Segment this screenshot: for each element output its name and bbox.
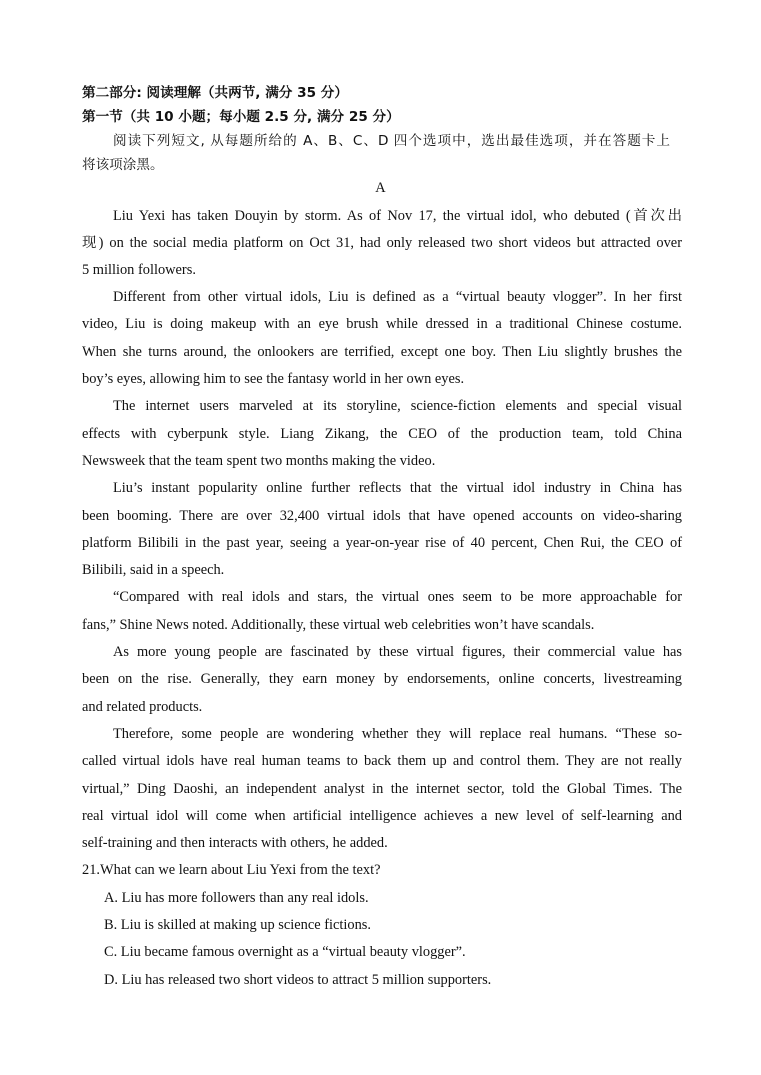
- passage-line: effects with cyberpunk style. Liang Zikang, the CEO of the production team, told China: [82, 426, 682, 442]
- passage-line: As more young people are fascinated by these virtual figures, their commercial value has: [113, 644, 682, 660]
- section-heading: 第一节（共 10 小题；每小题 2.5 分, 满分 25 分）: [82, 109, 400, 125]
- passage-line: been booming. There are over 32,400 virtual idols that have opened accounts on video-sharing: [82, 508, 682, 524]
- passage-line: Liu Yexi has taken Douyin by storm. As of Nov 17, the virtual idol, who debuted (首次出: [113, 208, 682, 224]
- instruction-line: 阅读下列短文, 从每题所给的 A、B、C、D 四个选项中，选出最佳选项，并在答题卡上: [113, 133, 670, 149]
- passage-line: platform Bilibili in the past year, seeing a year-on-year rise of 40 percent, Chen Rui, the CEO of: [82, 535, 682, 551]
- answer-option-a: A. Liu has more followers than any real idols.: [104, 890, 369, 906]
- passage-line: “Compared with real idols and stars, the virtual ones seem to be more approachable for: [113, 589, 682, 605]
- passage-line: fans,” Shine News noted. Additionally, these virtual web celebrities won’t have scandals.: [82, 617, 595, 633]
- passage-line: video, Liu is doing makeup with an eye brush while dressed in a traditional Chinese costume.: [82, 316, 682, 332]
- passage-line: boy’s eyes, allowing him to see the fantasy world in her own eyes.: [82, 371, 465, 387]
- passage-line: self-training and then interacts with others, he added.: [82, 835, 388, 851]
- passage-line: Therefore, some people are wondering whether they will replace real humans. “These so-: [113, 726, 682, 742]
- passage-line: When she turns around, the onlookers are terrified, except one boy. Then Liu slightly brushes the: [82, 344, 682, 360]
- passage-line: 现) on the social media platform on Oct 31, had only released two short videos but attracted over: [82, 235, 682, 251]
- answer-option-c: C. Liu became famous overnight as a “virtual beauty vlogger”.: [104, 944, 466, 960]
- passage-line: Bilibili, said in a speech.: [82, 562, 225, 578]
- passage-line: 5 million followers.: [82, 262, 196, 278]
- passage-line: Liu’s instant popularity online further reflects that the virtual idol industry in China has: [113, 480, 682, 496]
- passage-label: A: [375, 180, 386, 196]
- question-stem: 21.What can we learn about Liu Yexi from the text?: [82, 862, 381, 878]
- instruction-line: 将该项涂黑。: [82, 157, 164, 173]
- passage-line: Newsweek that the team spent two months making the video.: [82, 453, 436, 469]
- passage-line: The internet users marveled at its storyline, science-fiction elements and special visual: [113, 398, 682, 414]
- passage-line: and related products.: [82, 699, 203, 715]
- answer-option-d: D. Liu has released two short videos to attract 5 million supporters.: [104, 972, 492, 988]
- passage-line: real virtual idol will come when artificial intelligence achieves a new level of self-learning and: [82, 808, 682, 824]
- passage-line: called virtual idols have real human teams to back them up and control them. They are not really: [82, 753, 682, 769]
- part-heading: 第二部分: 阅读理解（共两节, 满分 35 分）: [82, 85, 348, 101]
- passage-line: Different from other virtual idols, Liu is defined as a “virtual beauty vlogger”. In her first: [113, 289, 682, 305]
- answer-option-b: B. Liu is skilled at making up science fictions.: [104, 917, 371, 933]
- passage-line: been on the rise. Generally, they earn money by endorsements, online concerts, livestreaming: [82, 671, 682, 687]
- passage-line: virtual,” Ding Daoshi, an independent analyst in the internet sector, told the Global Times. The: [82, 781, 682, 797]
